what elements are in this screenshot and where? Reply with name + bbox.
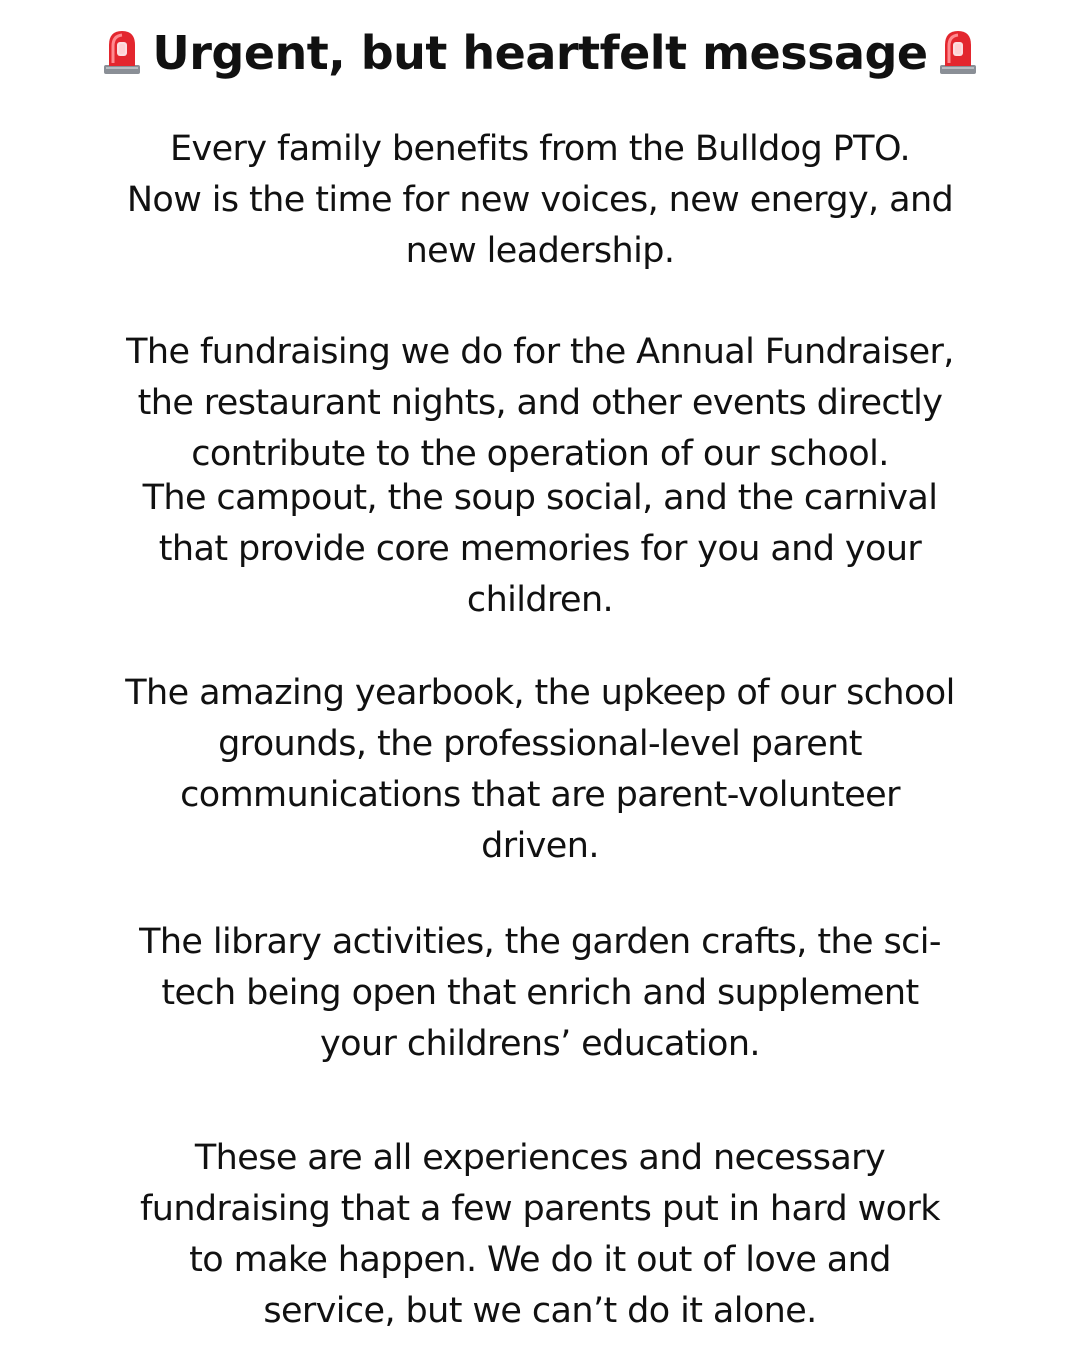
paragraph-closing xyxy=(40,1133,1040,1337)
title-text: Urgent, but heartfelt message xyxy=(152,26,928,80)
text-line: The fundraising we do for the Annual Fundraiser, xyxy=(126,332,954,372)
text-line: These are all experiences and necessary xyxy=(194,1138,886,1178)
paragraph-intro xyxy=(40,124,1040,277)
text-line: to make happen. We do it out of love and xyxy=(189,1240,891,1280)
text-line: communications that are parent-volunteer xyxy=(180,775,900,815)
text-line: your childrens’ education. xyxy=(320,1024,760,1064)
text-line: driven. xyxy=(481,826,599,866)
text-line: The campout, the soup social, and the carnival xyxy=(142,478,938,518)
siren-icon xyxy=(102,27,142,75)
siren-icon xyxy=(938,27,978,75)
text-line: The amazing yearbook, the upkeep of our school xyxy=(125,673,955,713)
text-line: fundraising that a few parents put in hard work xyxy=(140,1189,940,1229)
text-line: grounds, the professional-level parent xyxy=(218,724,862,764)
text-line: service, but we can’t do it alone. xyxy=(263,1291,817,1331)
text-line: children. xyxy=(466,580,614,620)
paragraph-library xyxy=(40,917,1040,1070)
text-line: Now is the time for new voices, new energy, and xyxy=(126,180,954,220)
page-title xyxy=(0,18,1080,88)
text-line: the restaurant nights, and other events directly xyxy=(137,383,943,423)
paragraph-events xyxy=(40,473,1040,626)
text-line: contribute to the operation of our school. xyxy=(191,434,889,474)
text-line: tech being open that enrich and supplement xyxy=(161,973,919,1013)
text-line: that provide core memories for you and your xyxy=(158,529,922,569)
text-line: new leadership. xyxy=(405,231,675,271)
text-line: Every family benefits from the Bulldog PTO. xyxy=(169,129,911,169)
paragraph-fundraising xyxy=(40,327,1040,480)
text-line: The library activities, the garden crafts, the sci- xyxy=(139,922,941,962)
paragraph-yearbook xyxy=(40,668,1040,872)
